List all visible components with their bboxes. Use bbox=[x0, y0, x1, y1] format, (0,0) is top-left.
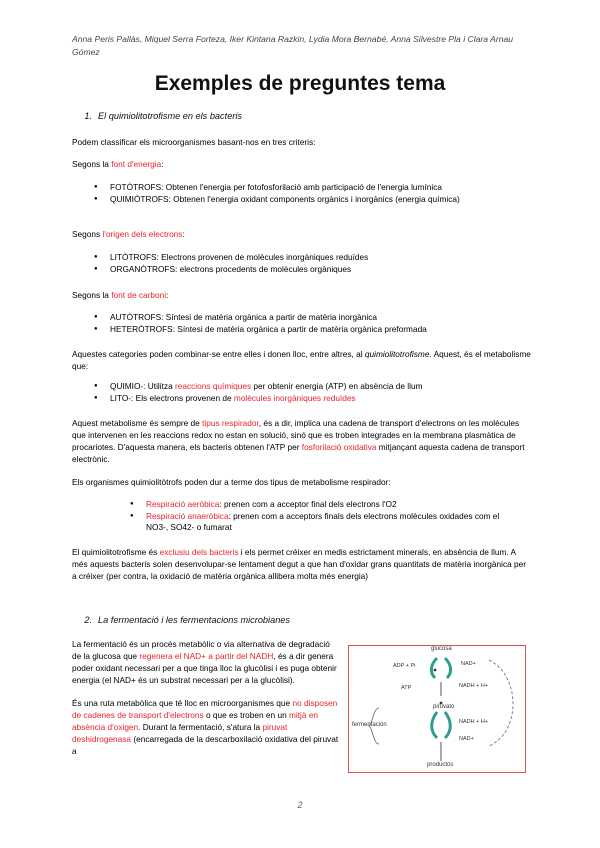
combination-post: . Aquest, és el metabolisme que: bbox=[72, 349, 531, 371]
list-item: ● LITÒTROFS: Electrons provenen de molècules inorgàniques reduïdes bbox=[92, 252, 522, 264]
type-1-post: : prenen com a acceptor final dels electrons l'O2 bbox=[219, 499, 397, 509]
nad-cycle-arrow bbox=[489, 660, 513, 746]
metab-1-pre: QUIMIO-: Utilitza bbox=[110, 381, 175, 391]
type-2-highlight: Respiració anaeròbica bbox=[146, 510, 229, 521]
fermentation-paragraph-1 bbox=[72, 638, 340, 686]
page-number: 2 bbox=[297, 800, 303, 810]
diagram-dot bbox=[434, 669, 437, 672]
type-2-post: : prenen com a acceptors finals dels electrons molècules oxidades com el NO3-, SO42- o fumarat bbox=[146, 510, 500, 533]
criterion-energy-pre: Segons la bbox=[72, 159, 112, 169]
criterion-carbon-post: : bbox=[166, 290, 169, 300]
label-productos: productos bbox=[427, 762, 454, 768]
list-item: ● FOTÒTROFS: Obtenen l'energia per fotofosforilació amb participació de l'energia lumínica bbox=[92, 182, 522, 194]
p2-highlight-1: no disposen de cadenes de transport d'electrons bbox=[72, 698, 338, 720]
list-item bbox=[92, 393, 522, 405]
list-item: ● ORGANÒTROFS: electrons procedents de molècules orgàniques bbox=[92, 264, 522, 276]
criterion-carbon-highlight: font de carboni bbox=[111, 290, 167, 300]
section-2-heading bbox=[72, 615, 290, 625]
label-fermentacion: fermentación bbox=[352, 722, 387, 728]
excl-highlight: exclusiu dels bacteris bbox=[159, 547, 239, 557]
resp-pre: Aquest metabolisme és sempre de bbox=[72, 418, 203, 428]
respiration-paragraph bbox=[72, 417, 532, 465]
excl-pre: El quimiolitotrofisme és bbox=[72, 547, 160, 557]
p2-pre: És una ruta metabòlica que té lloc en microorganismes que bbox=[72, 698, 293, 708]
resp-post: mitjançant aquesta cadena de transport electrònic. bbox=[72, 442, 525, 464]
metab-2-highlight: molècules inorgàniques reduïdes bbox=[233, 392, 356, 403]
fermentation-paragraph-2 bbox=[72, 697, 340, 757]
p2-highlight-2: mitjà en absència d'oxigen bbox=[72, 710, 319, 732]
glycolysis-arrow-left bbox=[431, 658, 437, 678]
respiration-types-list bbox=[128, 499, 523, 534]
metab-2-pre: LITO-: Els electrons provenen de bbox=[110, 392, 234, 403]
label-nadh-2: NADH + H+ bbox=[459, 719, 489, 725]
fermentation-arrow-right bbox=[445, 712, 450, 738]
energy-list bbox=[92, 182, 522, 205]
criterion-electrons-highlight: l'origen dels electrons bbox=[102, 229, 183, 239]
excl-post: i els permet créixer en medis estrictament minerals, en absència de llum. A més aquests bacteris solen desenvolupar-se lentament degut a que han d'oxidar grans quantitats de matèria inorgànica per a créixer (per contra, la oxidació de matèria orgànica allibera molta més energia) bbox=[72, 547, 527, 581]
p2-mid-2: . Durant la fermentació, s'atura la bbox=[138, 722, 263, 732]
carbon-list bbox=[92, 312, 522, 335]
label-atp: ATP bbox=[401, 685, 412, 691]
electron-list bbox=[92, 252, 522, 275]
resp-highlight-1: tipus respirador bbox=[202, 418, 259, 428]
label-piruvato: piruvato bbox=[433, 704, 455, 710]
criterion-electrons bbox=[72, 228, 532, 240]
p2-mid-1: o que es troben en un bbox=[203, 710, 289, 720]
criterion-energy-highlight: font d'energia bbox=[111, 159, 162, 169]
page-title: Exemples de preguntes tema bbox=[154, 72, 446, 95]
types-intro: Els organismes quimiolitòtrofs poden dur a terme dos tipus de metabolisme respirador: bbox=[72, 477, 391, 487]
section-1-title: El quimiolitotrofisme en els bacteris bbox=[98, 111, 242, 121]
p2-highlight-3: piruvat deshidrogenasa bbox=[72, 722, 288, 744]
metabolism-list bbox=[92, 381, 522, 404]
fermentation-diagram bbox=[348, 645, 526, 773]
label-adp: ADP + Pi bbox=[393, 663, 416, 669]
section-2-number: 2. bbox=[84, 615, 92, 625]
metab-1-post: per obtenir energia (ATP) en absència de llum bbox=[251, 381, 423, 391]
criterion-carbon bbox=[72, 289, 532, 301]
criterion-energy-post: : bbox=[161, 159, 164, 169]
p1-post: , és a dir genera poder oxidant necessari per a que tinga lloc la glucòlisi i es puga obtenir energia (el NAD+ és un substrat necessari per a la glucòlisi). bbox=[72, 651, 337, 685]
p1-pre: La fermentació és un procés metabòlic o via alternativa de degradació de la glucosa que bbox=[72, 639, 330, 661]
list-item: ● AUTÒTROFS: Síntesi de matèria orgànica a partir de matèria inorgànica bbox=[92, 312, 522, 324]
combination-term: quimiolitotrofisme bbox=[364, 349, 430, 359]
criterion-electrons-post: : bbox=[182, 229, 185, 239]
combination-paragraph bbox=[72, 348, 532, 372]
section-2-title: La fermentació i les fermentacions microbianes bbox=[98, 615, 291, 625]
authors-line: Anna Peris Pallàs, Miquel Serra Forteza, Iker Kintana Razkin, Lydia Mora Bernabé, Anna Silvestre Pla i Clara Arnau Gómez bbox=[72, 34, 514, 57]
criterion-energy bbox=[72, 158, 532, 170]
list-item: ● HETERÒTROFS: Síntesi de matèria orgànica a partir de matèria orgànica preformada bbox=[92, 324, 522, 336]
combination-pre: Aquestes categories poden combinar-se entre elles i donen lloc, entre altres, al bbox=[72, 349, 365, 359]
label-nad: NAD+ bbox=[461, 661, 476, 667]
resp-highlight-2: fosforilació oxidativa bbox=[301, 442, 377, 452]
criterion-electrons-pre: Segons bbox=[72, 229, 103, 239]
label-nadh: NADH + H+ bbox=[459, 683, 489, 689]
list-item bbox=[128, 511, 523, 534]
p2-post: (encarregada de la descarboxilació oxidativa del piruvat a bbox=[72, 734, 339, 756]
list-item bbox=[92, 381, 522, 393]
type-1-highlight: Respiració aeròbica bbox=[146, 499, 220, 509]
resp-mid: , és a dir, implica una cadena de transport d'electrons on les molècules que intervenen en les reaccions redox no estan en solució, sinó que es troben integrades en la membrana plasmàtica de procariotes. D'aquesta manera, els bacteris obtenen l'ATP per bbox=[72, 418, 520, 452]
exclusive-paragraph bbox=[72, 546, 532, 582]
label-nad-2: NAD+ bbox=[459, 736, 474, 742]
glycolysis-arrow-right bbox=[445, 658, 451, 678]
metab-1-highlight: reaccions químiques bbox=[175, 381, 252, 391]
label-glucosa: glucosa bbox=[431, 646, 452, 652]
section-1-number: 1. bbox=[84, 111, 92, 121]
list-item bbox=[128, 499, 523, 511]
criterion-carbon-pre: Segons la bbox=[72, 290, 112, 300]
fermentation-arrow-left bbox=[432, 712, 437, 738]
list-item: ● QUIMIÒTROFS: Obtenen l'energia oxidant components orgànics i inorgànics (energia química) bbox=[92, 194, 522, 206]
intro-paragraph: Podem classificar els microorganismes basant-nos en tres criteris: bbox=[72, 137, 316, 147]
section-1-heading bbox=[72, 111, 242, 121]
p1-highlight: regenera el NAD+ a partir del NADH bbox=[139, 651, 274, 661]
